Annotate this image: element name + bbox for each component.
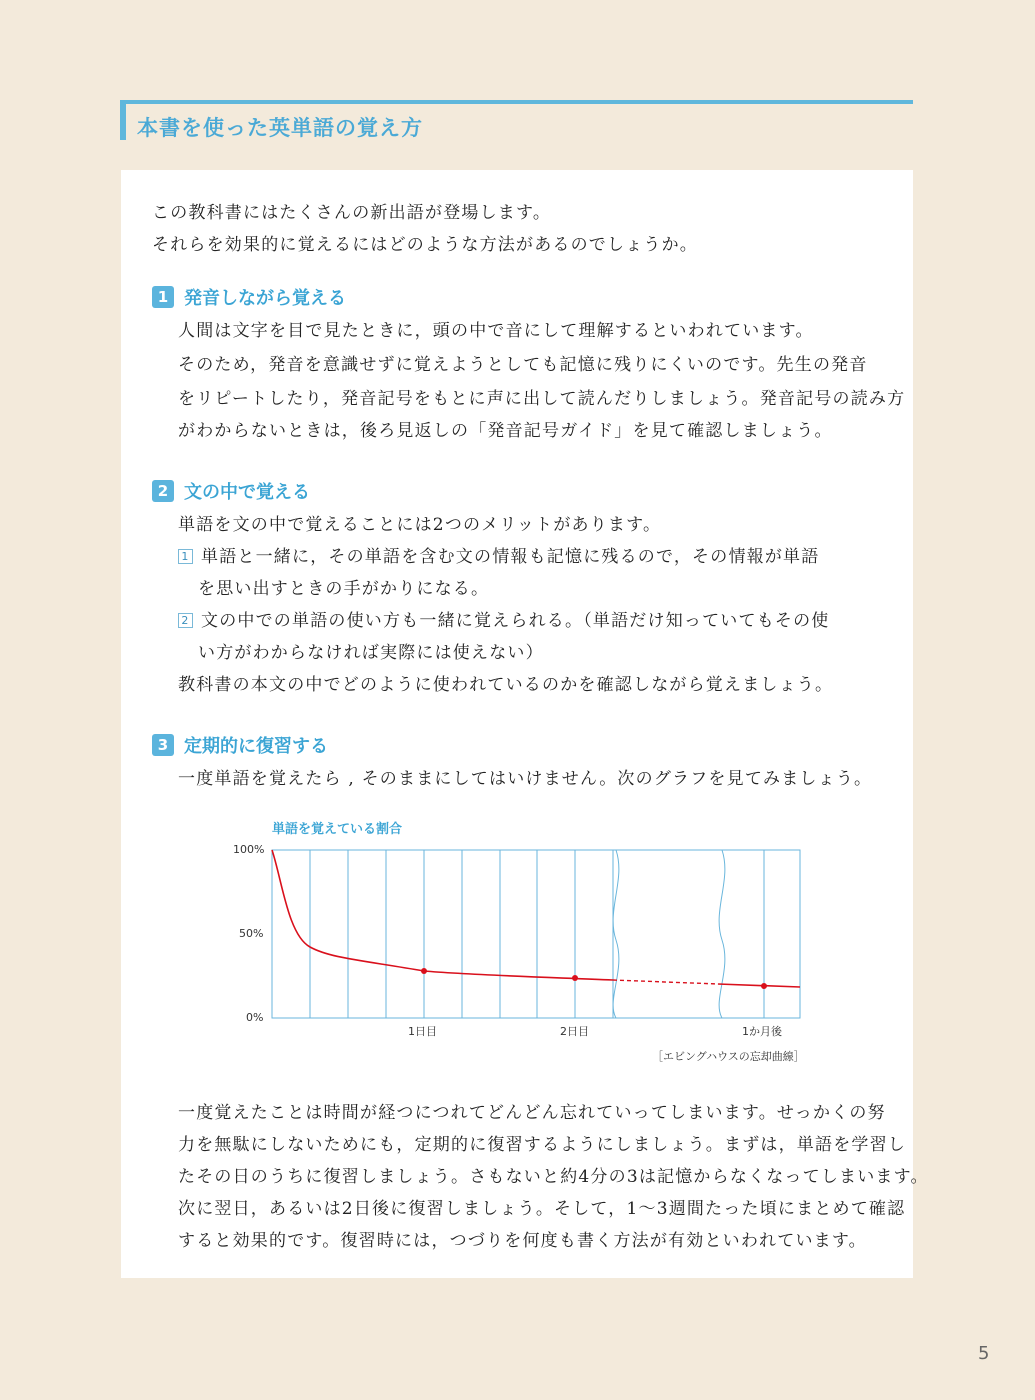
section-3-line-5: すると効果的です。復習時には，つづりを何度も書く方法が有効といわれています。	[178, 1231, 867, 1251]
page-title: 本書を使った英単語の覚え方	[137, 116, 423, 140]
merit-1-text: 単語と一緒に，その単語を含む文の情報も記憶に残るので，その情報が単語	[201, 547, 820, 567]
section-3-line-4: 次に翌日，あるいは2日後に復習しましょう。そして，1～3週間たった頃にまとめて確認	[178, 1199, 906, 1219]
curve-line-tail	[718, 984, 800, 987]
chart-caption: ［エビングハウスの忘却曲線］	[652, 1050, 805, 1063]
merit-1-number: 1	[178, 549, 193, 564]
x-label-day2: 2日目	[560, 1025, 589, 1038]
section-1-line-4: がわからないときは，後ろ見返しの「発音記号ガイド」を見て確認しましょう。	[178, 421, 833, 441]
section-1-line-1: 人間は文字を目で見たときに，頭の中で音にして理解するといわれています。	[178, 321, 814, 341]
time-break-gap	[614, 851, 724, 1017]
merit-2-text: 文の中での単語の使い方も一緒に覚えられる。（単語だけ知っていてもその使	[201, 611, 830, 631]
y-tick-50: 50%	[239, 927, 264, 940]
section-3-title: 定期的に復習する	[184, 736, 328, 757]
chart-title: 単語を覚えている割合	[272, 822, 403, 837]
section-3-line-1: 一度覚えたことは時間が経つにつれてどんどん忘れていってしまいます。せっかくの努	[178, 1103, 886, 1123]
section-2-lead: 単語を文の中で覚えることには2つのメリットがあります。	[178, 515, 662, 535]
marker-month	[761, 983, 767, 989]
section-3-line-2: 力を無駄にしないためにも，定期的に復習するようにしましょう。まずは，単語を学習し	[178, 1135, 906, 1155]
section-2-number: 2	[152, 480, 174, 502]
intro-line-2: それらを効果的に覚えるにはどのような方法があるのでしょうか。	[152, 235, 698, 255]
y-tick-0: 0%	[246, 1011, 264, 1024]
marker-day1	[421, 968, 427, 974]
section-3-lead: 一度単語を覚えたら , そのままにしてはいけません。次のグラフを見てみましょう。	[178, 769, 873, 789]
section-1-number: 1	[152, 286, 174, 308]
y-tick-100: 100%	[233, 843, 265, 856]
section-2-closing: 教科書の本文の中でどのように使われているのかを確認しながら覚えましょう。	[178, 675, 834, 695]
section-1-line-2: そのため，発音を意識せずに覚えようとしても記憶に残りにくいのです。先生の発音	[178, 355, 868, 375]
curve-line	[272, 850, 613, 980]
section-2-merit-1-line-2: を思い出すときの手がかりになる。	[198, 579, 490, 599]
section-3-number: 3	[152, 734, 174, 756]
page-number: 5	[978, 1343, 990, 1364]
marker-day2	[572, 975, 578, 981]
section-1-line-3: をリピートしたり，発音記号をもとに声に出して読んだりしましょう。発音記号の読み方	[178, 389, 906, 409]
section-2-title: 文の中で覚える	[184, 482, 310, 503]
section-3-line-3: たその日のうちに復習しましょう。さもないと約4分の3は記憶からなくなってしまいます。	[178, 1167, 929, 1187]
section-2-merit-2-line-2: い方がわからなければ実際には使えない）	[198, 643, 544, 663]
x-label-day1: 1日目	[408, 1025, 437, 1038]
section-1-title: 発音しながら覚える	[184, 288, 346, 309]
merit-2-number: 2	[178, 613, 193, 628]
intro-line-1: この教科書にはたくさんの新出語が登場します。	[152, 203, 552, 223]
x-label-month: 1か月後	[742, 1025, 782, 1038]
